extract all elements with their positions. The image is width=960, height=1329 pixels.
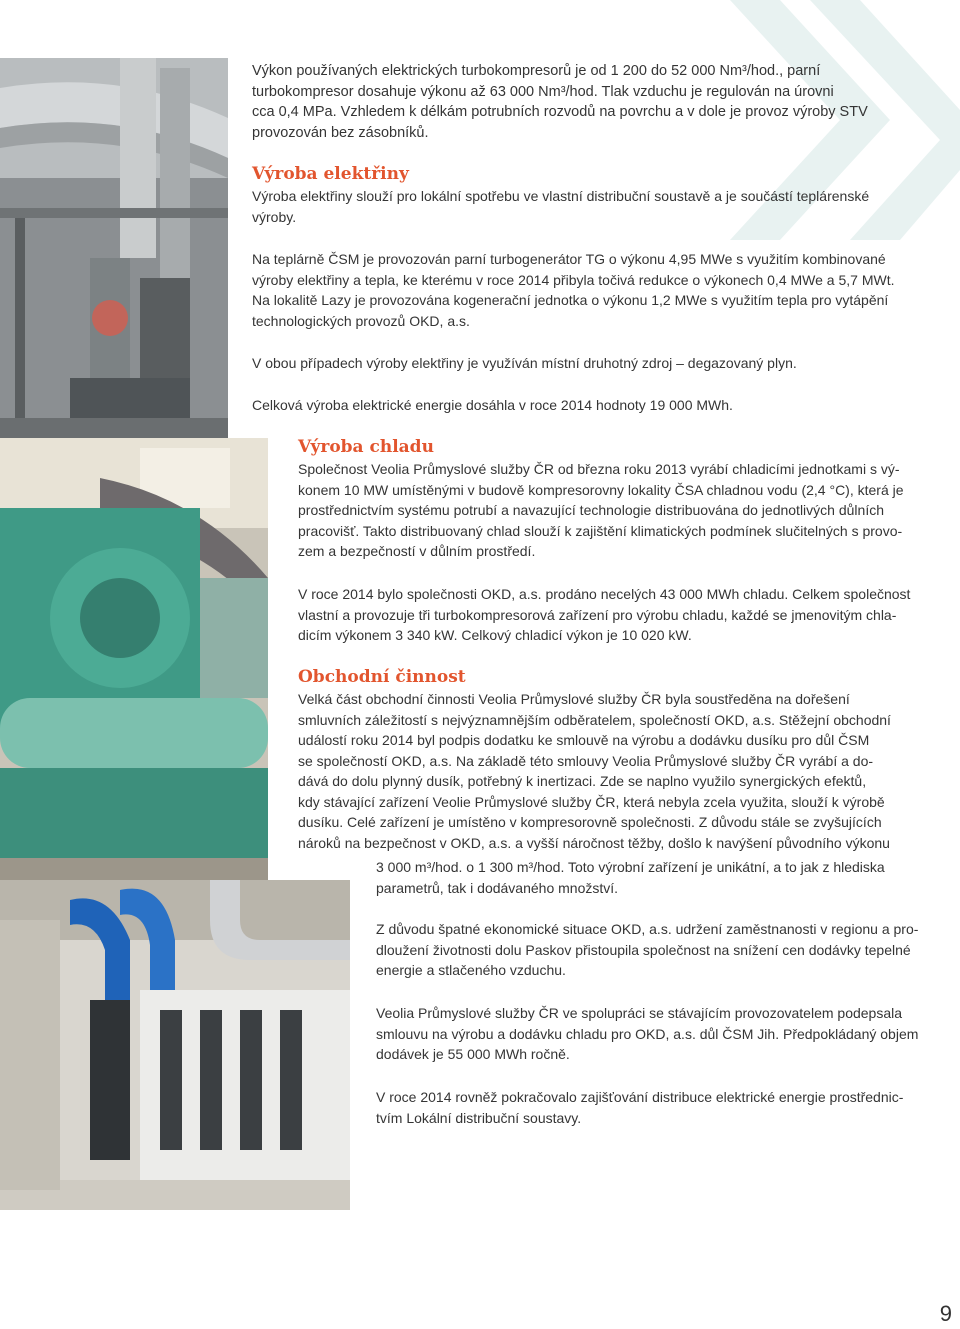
text-line: Na teplárně ČSM je provozován parní turbogenerátor TG o výkonu 4,95 MWe s využitím kombinované xyxy=(252,251,886,267)
page-number: 9 xyxy=(939,1301,952,1326)
text-line: technologických provozů OKD, a.s. xyxy=(252,312,470,329)
text-line: Na lokalitě Lazy je provozována kogenerační jednotka o výkonu 1,2 MWe s využitím tepla pro vytápění xyxy=(252,292,889,308)
electricity-paragraph-4 xyxy=(252,395,952,416)
heading-cooling: Výroba chladu xyxy=(298,437,434,457)
intro-line: Výkon používaných elektrických turbokompresorů je od 1 200 do 52 000 Nm³/hod., parní xyxy=(252,63,821,79)
section-business xyxy=(298,666,466,688)
text-line: prostřednictvím systému potrubí a navazující technologie distribuována do jednotlivých důlních xyxy=(298,502,884,518)
text-line: Výroba elektřiny slouží pro lokální spotřebu ve vlastní distribuční soustavě a je součástí teplárenské xyxy=(252,188,870,204)
text-line: dusíku. Celé zařízení je umístěno v kompresorovně společnosti. Z důvodu stále se zvyšujících xyxy=(298,814,882,830)
section-electricity xyxy=(252,163,409,185)
business-paragraph-4 xyxy=(376,1087,956,1128)
text-line: parametrů, tak i dodávaného množství. xyxy=(376,879,619,896)
heading-business: Obchodní činnost xyxy=(298,667,466,687)
text-line: V obou případech výroby elektřiny je využíván místní druhotný zdroj – degazovaný plyn. xyxy=(252,355,797,371)
text-line: zem a bezpečností v důlním prostředí. xyxy=(298,543,536,559)
text-line: Veolia Průmyslové služby ČR ve spolupráci se stávajícím provozovatelem podepsala xyxy=(376,1005,903,1021)
text-line: V roce 2014 bylo společnosti OKD, a.s. prodáno necelých 43 000 MWh chladu. Celkem společnost xyxy=(298,586,911,602)
text-line: výroby elektřiny a tepla, ke kterému v roce 2014 přibyla točivá redukce o výkonech 0,4 MWe a 5,7 MWt. xyxy=(252,271,895,288)
text-line: konem 10 MW umístěnými v budově kompresorovny lokality ČSA chladnou vodu (2,4 °C), která je xyxy=(298,481,904,498)
text-line: Celková výroba elektrické energie dosáhla v roce 2014 hodnoty 19 000 MWh. xyxy=(252,397,733,413)
section-cooling xyxy=(298,436,434,458)
text-line: dloužení životnosti dolu Paskov přistoupila společnost na snížení cen dodávky tepelné xyxy=(376,941,911,958)
text-line: dává do dolu plynný dusík, potřebný k inertizaci. Zde se naplno využilo synergických efektů, xyxy=(298,773,867,789)
text-line: Společnost Veolia Průmyslové služby ČR od března roku 2013 vyrábí chladicími jednotkami s vý- xyxy=(298,461,900,477)
text-line: energie a stlačeného vzduchu. xyxy=(376,962,566,978)
business-paragraph-2 xyxy=(376,919,956,981)
business-paragraph-1-continued xyxy=(376,857,956,898)
text-line: pracovišť. Takto distribuovaný chlad slouží k zajištění klimatických podmínek slučitelných s provo- xyxy=(298,522,903,539)
text-line: událostí roku 2014 byl podpis dodatku ke smlouvě na výrobu a dodávku dusíku pro důl ČSM xyxy=(298,732,870,748)
heading-electricity: Výroba elektřiny xyxy=(252,164,409,184)
text-line: 3 000 m³/hod. o 1 300 m³/hod. Toto výrobní zařízení je unikátní, a to jak z hlediska xyxy=(376,859,885,875)
text-line: dodávek je 55 000 MWh ročně. xyxy=(376,1046,570,1062)
business-paragraph-1 xyxy=(298,689,953,853)
photo-pipes xyxy=(0,58,228,440)
text-line: V roce 2014 rovněž pokračovalo zajišťování distribuce elektrické energie prostřednic- xyxy=(376,1089,904,1105)
electricity-paragraph-1 xyxy=(252,186,942,227)
text-line: vlastní a provozuje tři turbokompresorová zařízení pro výrobu chladu, každé se jmenovitým chla- xyxy=(298,606,897,623)
text-line: nároků na bezpečnost v OKD, a.s. a vyšší náročnost těžby, došlo k navýšení původního výkonu xyxy=(298,834,890,851)
text-line: smluvních záležitostí s nejvýznamnějším odběratelem, společností OKD, a.s. Stěžejní obchodní xyxy=(298,711,891,728)
electricity-paragraph-3 xyxy=(252,353,952,374)
text-line: dicím výkonem 3 340 kW. Celkový chladicí výkon je 10 020 kW. xyxy=(298,627,692,643)
text-line: se společností OKD, a.s. Na základě této smlouvy Veolia Průmyslové služby ČR vyrábí a do- xyxy=(298,752,874,769)
photo-cooling-unit xyxy=(0,438,268,890)
text-line: tvím Lokální distribuční soustavy. xyxy=(376,1109,582,1126)
intro-line: turbokompresor dosahuje výkonu až 63 000 Nm³/hod. Tlak vzduchu je regulován na úrovni xyxy=(252,83,834,100)
text-line: kdy stávající zařízení Veolie Průmyslové služby ČR, která nebyla zcela využita, slouží k výrobě xyxy=(298,793,885,810)
intro-line: cca 0,4 MPa. Vzhledem k délkám potrubních rozvodů na povrchu a v dole je provoz výroby STV xyxy=(252,104,868,120)
text-line: výroby. xyxy=(252,208,297,225)
text-line: Velká část obchodní činnosti Veolia Průmyslové služby ČR byla soustředěna na dořešení xyxy=(298,691,850,707)
intro-paragraph xyxy=(252,61,942,143)
text-line: Z důvodu špatné ekonomické situace OKD, a.s. udržení zaměstnanosti v regionu a pro- xyxy=(376,921,919,937)
electricity-paragraph-2 xyxy=(252,249,952,331)
photo-nitrogen-unit xyxy=(0,880,350,1210)
cooling-paragraph-1 xyxy=(298,459,953,562)
business-paragraph-3 xyxy=(376,1003,956,1065)
cooling-paragraph-2 xyxy=(298,584,953,646)
text-line: smlouvu na výrobu a dodávku chladu pro OKD, a.s. důl ČSM Jih. Předpokládaný objem xyxy=(376,1025,919,1042)
intro-line: provozován bez zásobníků. xyxy=(252,124,429,141)
